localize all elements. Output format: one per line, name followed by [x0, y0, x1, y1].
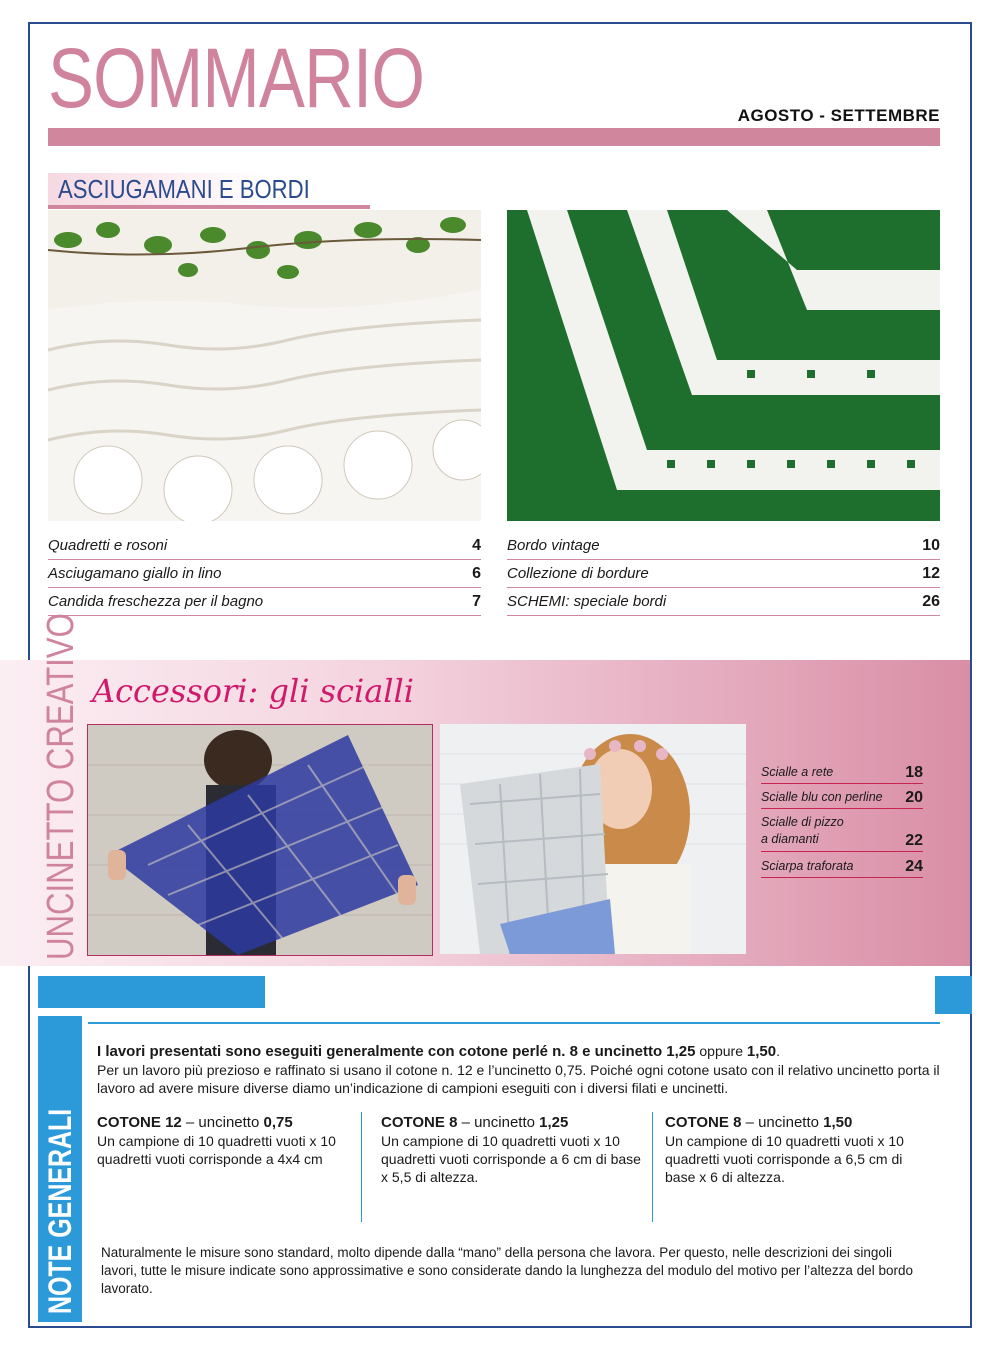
notes-divider	[88, 1022, 940, 1024]
page-number: 24	[905, 858, 923, 875]
notes-tab-right	[935, 976, 972, 1014]
toc-item[interactable]: Asciugamano giallo in lino 6	[48, 561, 481, 588]
notes-column-cotton8-b: COTONE 8 – uncinetto 1,50 Un campione di 10 quadretti vuoti x 10 quadretti vuoti corrisponde a 6,5 cm di base x 6 di altezza.	[665, 1114, 904, 1185]
column-separator	[361, 1112, 362, 1222]
toc-item[interactable]: Collezione di bordure 12	[507, 561, 940, 588]
page-number: 22	[905, 832, 923, 849]
toc-item[interactable]: SCHEMI: speciale bordi 26	[507, 589, 940, 616]
photo-blue-shawl	[87, 724, 433, 956]
toc-item[interactable]: Bordo vintage 10	[507, 533, 940, 560]
title-underline-bar	[48, 128, 940, 146]
photo-lace-towel	[48, 210, 481, 521]
photo-white-shawl	[440, 724, 746, 954]
page-number: 18	[905, 764, 923, 781]
toc-item[interactable]: Scialle di pizzo a diamanti 22	[761, 814, 923, 852]
notes-outro: Naturalmente le misure sono standard, molto dipende dalla “mano” della persona che lavora. Per questo, nelle descrizioni dei singoli lavori, tutte le misure indicate sono approssimative e sono considerate dando la lunghezza del modulo del motivo per l’altezza del bordo lavorato.	[101, 1245, 913, 1296]
page-number: 4	[472, 537, 481, 554]
page-title: SOMMARIO	[48, 31, 425, 125]
page-number: 26	[922, 593, 940, 610]
toc-item[interactable]: Scialle blu con perline 20	[761, 789, 923, 809]
page-number: 6	[472, 565, 481, 582]
section-side-label: UNCINETTO CREATIVO	[40, 613, 82, 960]
column-separator	[652, 1112, 653, 1222]
notes-tab-left	[38, 976, 265, 1008]
page-number: 12	[922, 565, 940, 582]
page-number: 7	[472, 593, 481, 610]
page-number: 20	[905, 789, 923, 806]
toc-item[interactable]: Candida freschezza per il bagno 7	[48, 589, 481, 616]
notes-intro: I lavori presentati sono eseguiti generalmente con cotone perlé n. 8 e uncinetto 1,25 oppure 1,50. Per un lavoro più prezioso e raffinato si usano il cotone n. 12 e l’uncinetto 0,75. Poiché ogni cotone usato con il relativo uncinetto porta il lavoro ad avere misure diverse diamo un’indicazione di campioni eseguiti con i diversi filati e uncinetti.	[97, 1043, 940, 1096]
toc-item[interactable]: Quadretti e rosoni 4	[48, 533, 481, 560]
toc-item[interactable]: Sciarpa traforata 24	[761, 858, 923, 878]
notes-column-cotton12: COTONE 12 – uncinetto 0,75 Un campione di 10 quadretti vuoti x 10 quadretti vuoti corrisponde a 4x4 cm	[97, 1114, 336, 1167]
toc-item[interactable]: Scialle a rete 18	[761, 764, 923, 784]
photo-filet-borders	[507, 210, 940, 521]
page-number: 10	[922, 537, 940, 554]
issue-date: AGOSTO - SETTEMBRE	[737, 106, 940, 125]
notes-column-cotton8-a: COTONE 8 – uncinetto 1,25 Un campione di 10 quadretti vuoti x 10 quadretti vuoti corrisponde a 6 cm di base x 5,5 di altezza.	[381, 1114, 641, 1185]
section-heading-towels: ASCIUGAMANI E BORDI	[48, 173, 364, 205]
notes-side-label: NOTE GENERALI	[38, 1016, 82, 1322]
section-heading-shawls: Accessori: gli scialli	[92, 672, 414, 710]
